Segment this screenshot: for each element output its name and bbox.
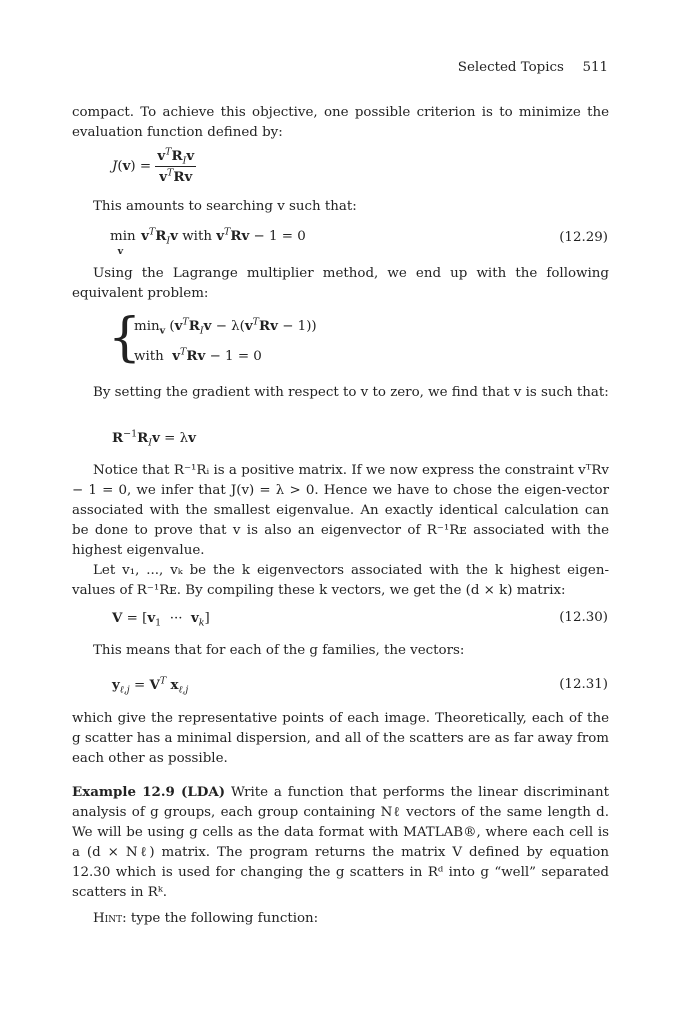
equation-system-line1: $\min_v (v^TR_Iv - \lambda(v^TRv - 1))$ — [134, 316, 317, 337]
paragraph-families: This means that for each of the g families, the vectors: — [93, 643, 465, 658]
brace-symbol: { — [108, 308, 142, 368]
hint-line — [93, 909, 609, 929]
paragraph-positive-matrix: Notice that R⁻¹Rᵢ is a positive matrix. If we now express the constraint vᵀRv − 1 = 0, we infer that J(v) = λ > 0. Hence we have to chose the eigen-vector associated with the smallest eigenvalue. An exactly identical calculation can be done to prove that v is also an eigenvector of R⁻¹Rᴇ associated with the highest eigenvalue. — [72, 463, 609, 558]
paragraph-representative: which give the representative points of each image. Theoretically, each of the g scatter has a minimal dispersion, and all of the scatters are as far away from each other as possible. — [72, 711, 609, 766]
equation-number-12-30: (12.30) — [559, 610, 608, 625]
example-label: Example 12.9 (LDA) — [72, 784, 226, 800]
paragraph-intro: compact. To achieve this objective, one possible criterion is to minimize the evaluation function defined by: — [72, 105, 609, 140]
paragraph-lagrange: Using the Lagrange multiplier method, we end up with the following equivalent problem: — [72, 266, 609, 301]
example-text: Write a function that performs the linear discriminant analysis of g groups, each group containing Nℓ vectors of the same length d. We will be using g cells as the data format with MATLAB®, where each cell is a (d × Nℓ) matrix. The program returns the matrix V defined by equation 12.30 which is used for changing the g scatters in Rᵈ into g “well” separated scatters in Rᵏ. — [72, 785, 609, 900]
hint-text: : type the following function: — [122, 911, 319, 926]
paragraph-search: This amounts to searching v such that: — [93, 199, 357, 214]
equation-number-12-29: (12.29) — [559, 230, 608, 245]
equation-system-line2: with $v^TRv - 1 = 0$ — [134, 346, 262, 364]
paragraph-eigenvectors: Let v₁, ..., vₖ be the k eigenvectors associated with the k highest eigen-values of R⁻¹Rᴇ. By compiling these k vectors, we get the (d × k) matrix: — [72, 563, 609, 598]
fraction-jv: $\frac{v^TR_Iv}{v^TRv}$ — [157, 146, 195, 185]
example-block — [72, 782, 609, 903]
equation-eigen: $R^{-1}R_Iv = \lambda v$ — [112, 428, 196, 449]
page-number: 511 — [582, 60, 608, 75]
equation-12-31: $y_{\ell,j} = V^T$ $x_{\ell,j}$ — [112, 675, 189, 696]
running-header — [458, 60, 608, 75]
equation-12-29: $\min_vv^TR_Iv$ with $v^TRv - 1 = 0$ — [110, 226, 306, 257]
equation-jv: J(v) = $\frac{v^TR_Iv}{v^TRv}$ — [112, 146, 195, 185]
hint-label: Hint — [93, 911, 123, 926]
paragraph-gradient: By setting the gradient with respect to v to zero, we find that v is such that: — [93, 385, 609, 400]
equation-12-30: $V = [v_1$ ··· $v_k$] — [112, 610, 210, 629]
equation-number-12-31: (12.31) — [559, 677, 608, 692]
running-title: Selected Topics — [457, 60, 564, 75]
